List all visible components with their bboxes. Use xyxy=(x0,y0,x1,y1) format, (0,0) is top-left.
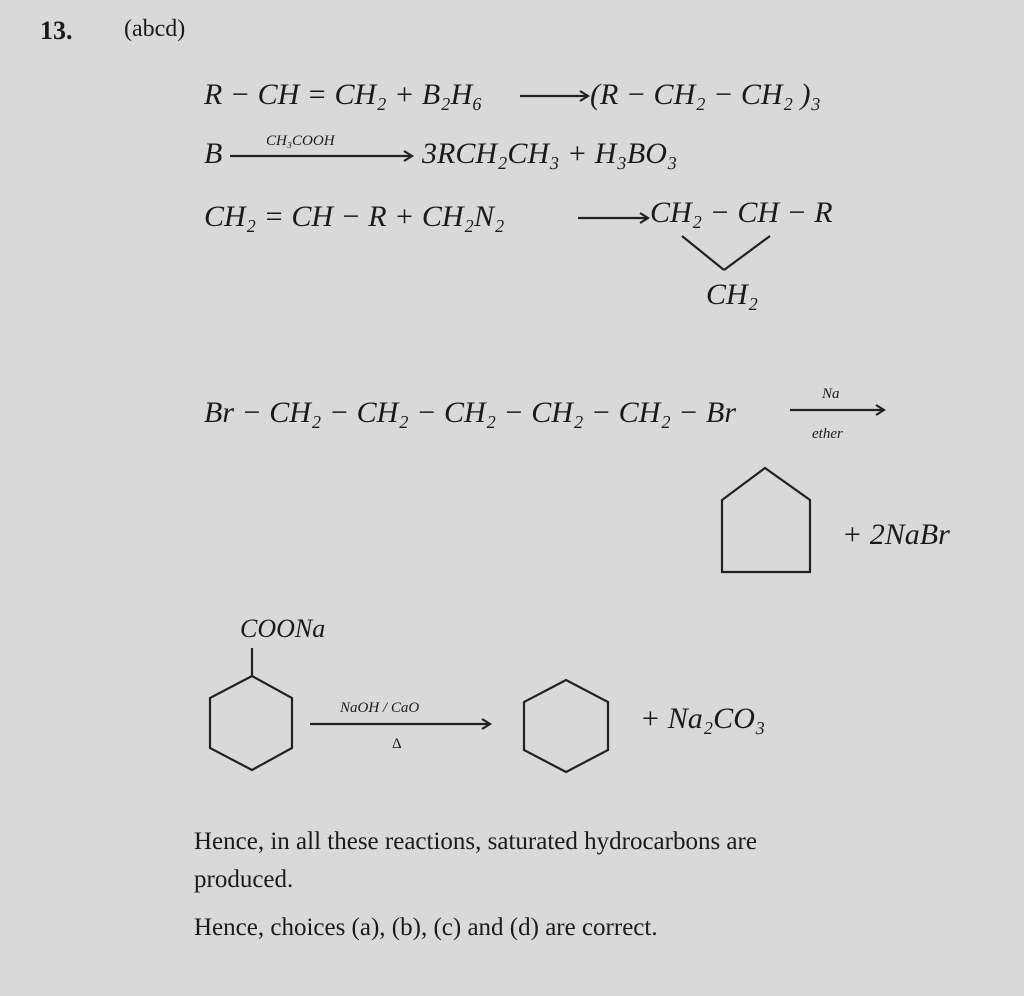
heat-symbol: Δ xyxy=(392,736,402,752)
cyclopentane-ring xyxy=(722,468,810,572)
cyclohexane-reactant-ring xyxy=(210,676,292,770)
answer-choices: (abcd) xyxy=(124,16,186,42)
arrow-cyclopropanation xyxy=(578,213,648,223)
cyclopropane-top: CH₂ − CH − R xyxy=(650,196,833,229)
arrow-decarboxylation xyxy=(310,719,490,729)
carboxylate-substituent: COONa xyxy=(240,614,326,643)
sodium-bromide-byproduct: + 2NaBr xyxy=(842,518,950,551)
question-number: 13. xyxy=(40,16,73,45)
arrow-hydroboration xyxy=(520,91,588,101)
conclusion-line-2: produced. xyxy=(194,866,294,893)
cyclopropane-bond-right xyxy=(724,236,770,270)
arrow-protonolysis xyxy=(230,151,412,161)
hydroboration-reactants: R − CH = CH₂ + B₂H₆ xyxy=(204,78,483,111)
cyclopropanation-reactants: CH₂ = CH − R + CH₂N₂ xyxy=(204,200,505,233)
conclusion-line-1: Hence, in all these reactions, saturated hydrocarbons are xyxy=(194,828,757,855)
cyclopropane-bottom: CH₂ xyxy=(706,278,759,311)
cyclopropane-bond-left xyxy=(682,236,724,270)
sodalime-reagent: NaOH / CaO xyxy=(340,700,420,716)
cyclohexane-product-ring xyxy=(524,680,608,772)
arrow-wurtz xyxy=(790,405,884,415)
sodium-reagent: Na xyxy=(822,386,840,402)
hydroboration-product: (R − CH₂ − CH₂ )₃ xyxy=(590,78,821,111)
protonolysis-products: 3RCH₂CH₃ + H₃BO₃ xyxy=(422,137,678,170)
borane-intermediate: B xyxy=(204,137,223,170)
acetic-acid-reagent: CH₃COOH xyxy=(266,133,335,149)
ether-solvent: ether xyxy=(812,426,843,442)
conclusion-line-3: Hence, choices (a), (b), (c) and (d) are correct. xyxy=(194,914,658,941)
sodium-carbonate-byproduct: + Na₂CO₃ xyxy=(640,702,766,735)
dibromopentane: Br − CH₂ − CH₂ − CH₂ − CH₂ − CH₂ − Br xyxy=(204,396,736,429)
